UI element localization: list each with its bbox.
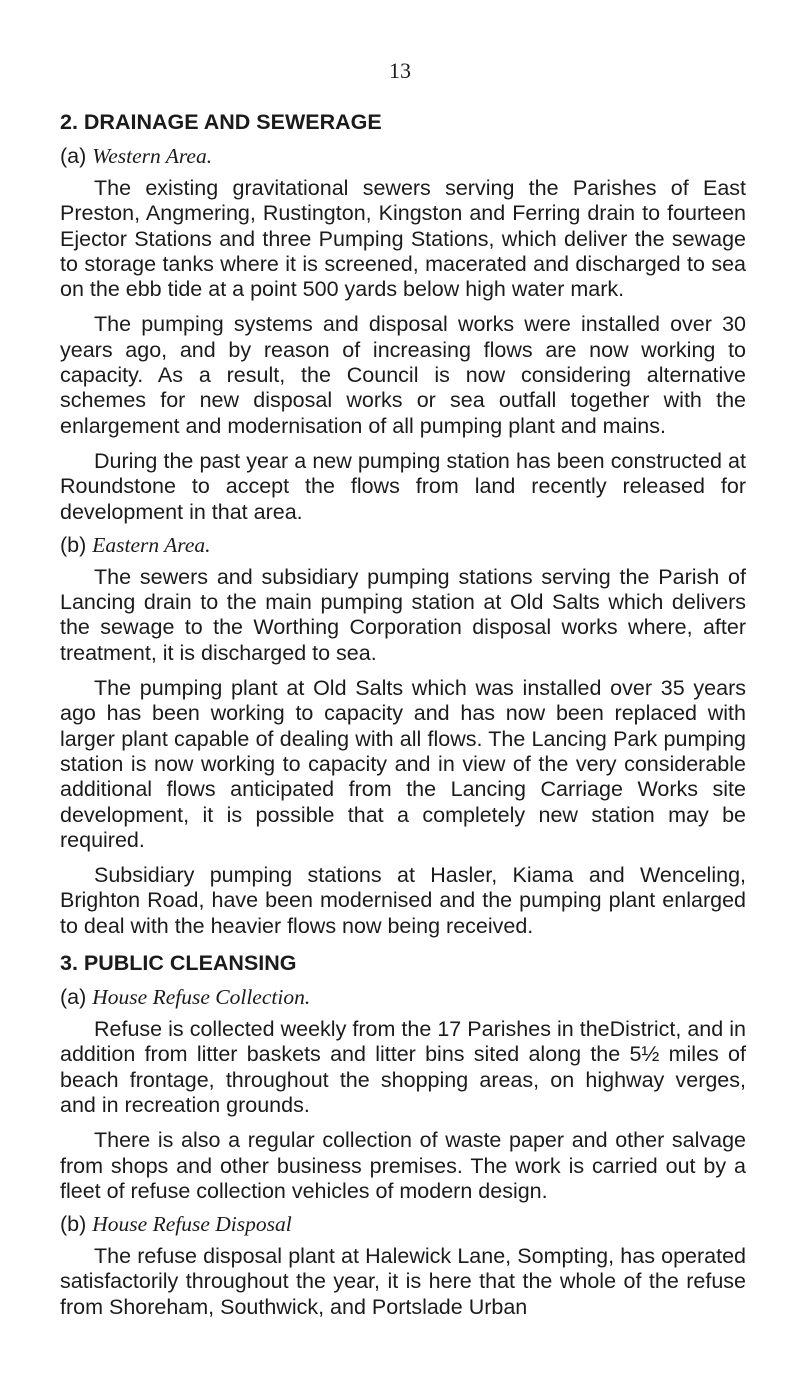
- subsection-eastern-area: [60, 531, 746, 559]
- subsection-label: (b): [60, 532, 87, 557]
- subsection-title: House Refuse Disposal: [92, 1212, 292, 1237]
- subsection-label: (b): [60, 1212, 87, 1237]
- paragraph: There is also a regular collection of waste paper and other salvage from shops and other business premises. The work is carried out by a fleet of refuse collection vehicles of modern design.: [60, 1128, 746, 1203]
- section-heading-drainage: 2. DRAINAGE AND SEWERAGE: [60, 110, 382, 134]
- page-number: 13: [389, 58, 411, 83]
- subsection-label: (a): [60, 144, 87, 168]
- paragraph: Refuse is collected weekly from the 17 Parishes in theDistrict, and in addition from litter baskets and litter bins sited along the 5½ miles of beach frontage, throughout the shopping areas, on highway verges, and in recreation grounds.: [60, 1017, 746, 1117]
- subsection-label: (a): [60, 985, 87, 1010]
- section-heading-public-cleansing: 3. PUBLIC CLEANSING: [60, 951, 297, 976]
- paragraph: Subsidiary pumping stations at Hasler, Kiama and Wenceling, Brighton Road, have been modernised and the pumping plant enlarged to deal with the heavier flows now being received.: [60, 863, 746, 938]
- paragraph: The pumping plant at Old Salts which was installed over 35 years ago has been working to capacity and has now been replaced with larger plant capable of dealing with all flows. The Lancing Park pumping station is now working to capacity and in view of the very considerable additional flows anticipated from the Lancing Carriage Works site development, it is possible that a completely new station may be required.: [60, 676, 746, 852]
- paragraph: During the past year a new pumping station has been constructed at Roundstone to accept the flows from land recently released for development in that area.: [60, 448, 746, 524]
- paragraph: The existing gravitational sewers serving the Parishes of East Preston, Angmering, Rustington, Kingston and Ferring drain to fourteen Ejector Stations and three Pumping Stations, which deliver the sewage to storage tanks where it is screened, macerated and discharged to sea on the ebb tide at a point 500 yards below high water mark.: [60, 176, 746, 302]
- paragraph: The sewers and subsidiary pumping stations serving the Parish of Lancing drain to the main pumping station at Old Salts which delivers the sewage to the Worthing Corporation disposal works where, after treatment, it is discharged to sea.: [60, 564, 746, 665]
- paragraph: The refuse disposal plant at Halewick Lane, Sompting, has operated satisfactorily throughout the year, it is here that the whole of the refuse from Shoreham, Southwick, and Portslade Urban: [60, 1244, 746, 1319]
- page-content: [60, 108, 746, 1320]
- subsection-house-refuse-collection: [60, 983, 746, 1011]
- subsection-title: House Refuse Collection.: [92, 985, 311, 1010]
- subsection-title: Eastern Area.: [92, 532, 211, 557]
- subsection-title: Western Area.: [92, 144, 213, 168]
- subsection-house-refuse-disposal: [60, 1210, 746, 1238]
- paragraph: The pumping systems and disposal works were installed over 30 years ago, and by reason of increasing flows are now working to capacity. As a result, the Council is now considering alternative schemes for new disposal works or sea outfall together with the enlargement and modernisation of all pumping plant and mains.: [60, 312, 746, 438]
- subsection-western-area: [60, 142, 746, 170]
